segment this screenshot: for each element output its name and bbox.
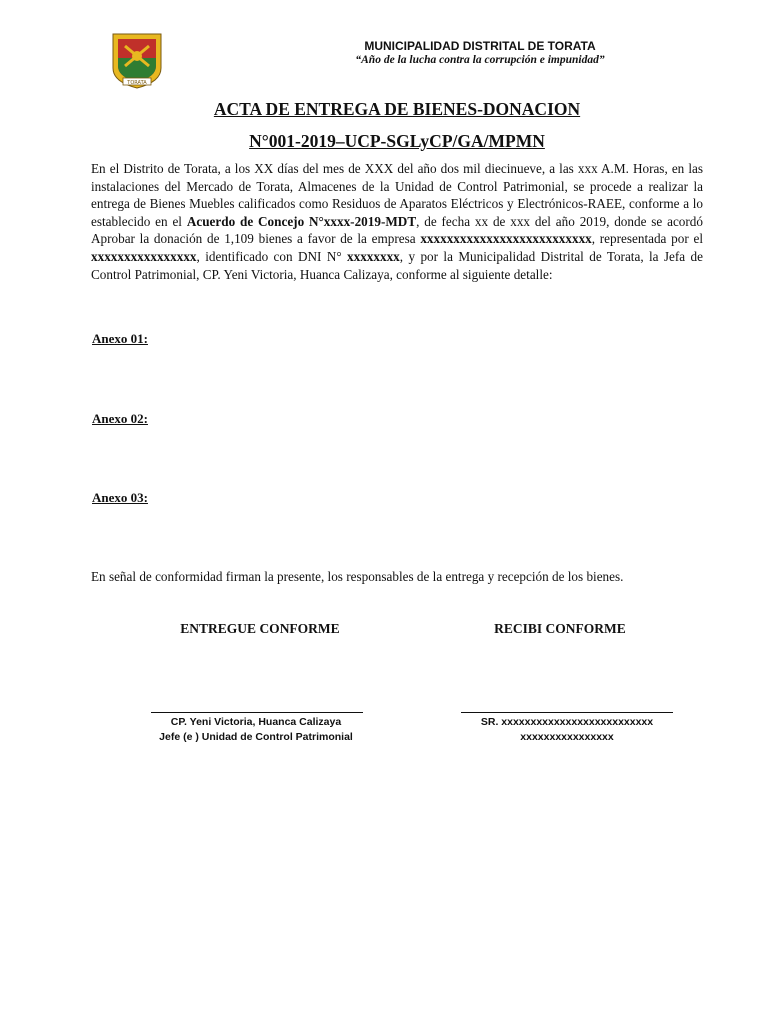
annex-01-label: Anexo 01: [92,331,148,346]
signature-left-title: ENTREGUE CONFORME [180,621,340,636]
closing-statement: En señal de conformidad firman la presente, los responsables de la entrega y recepción de los bienes. [91,569,624,584]
body-text-part: , representada por el [591,231,703,247]
company-name: xxxxxxxxxxxxxxxxxxxxxxxxxx [420,231,592,247]
svg-text:TORATA: TORATA [127,80,147,86]
municipal-coat-of-arms-logo [105,28,169,92]
year-motto: “Año de la lucha contra la corrupción e impunidad” [355,54,605,66]
document-title: ACTA DE ENTREGA DE BIENES-DONACION [213,99,581,119]
signature-left-role: Jefe (e ) Unidad de Control Patrimonial [159,731,353,743]
signature-left-line [151,712,363,713]
representative-name: xxxxxxxxxxxxxxxx [91,248,197,264]
signature-right-name: SR. xxxxxxxxxxxxxxxxxxxxxxxxxx [480,716,654,728]
dni-number: xxxxxxxx [347,248,400,264]
body-text-part: , y por la Municipalidad Distrital de Torata, la Jefa de Control Patrimonial, CP. Yeni Victoria, Huanca Calizaya, conforme al siguiente detalle: [91,248,703,282]
document-number: N°001-2019–UCP-SGLyCP/GA/MPMN [249,131,545,151]
body-paragraph [91,160,703,283]
agreement-reference: Acuerdo de Concejo N°xxxx-2019-MDT [186,213,417,229]
annex-02-label: Anexo 02: [92,411,148,426]
organization-name: MUNICIPALIDAD DISTRITAL DE TORATA [364,39,596,53]
body-text-part: En el Distrito de Torata, a los XX días del mes de XXX del año dos mil diecinueve, a las xxx A.M. Horas, en las instalaciones del Mercado de Torata, Almacenes de la Unidad de Control Patrimonial, se procede a realizar la entrega de Bienes Muebles calificados como Residuos de Aparatos Eléctricos y Electrónicos-RAEE, conforme a lo establecido en el [91,161,703,229]
signature-right-role: xxxxxxxxxxxxxxxx [520,731,614,743]
annex-03-label: Anexo 03: [92,490,148,505]
signature-right-title: RECIBI CONFORME [494,621,626,636]
signature-left-name: CP. Yeni Victoria, Huanca Calizaya [170,716,342,728]
body-text-part: , de fecha xx de xxx del año 2019, donde se acordó Aprobar la donación de 1,109 bienes a favor de la empresa [91,213,703,247]
signature-right-line [461,712,673,713]
body-text-part: , identificado con DNI N° [196,248,348,264]
